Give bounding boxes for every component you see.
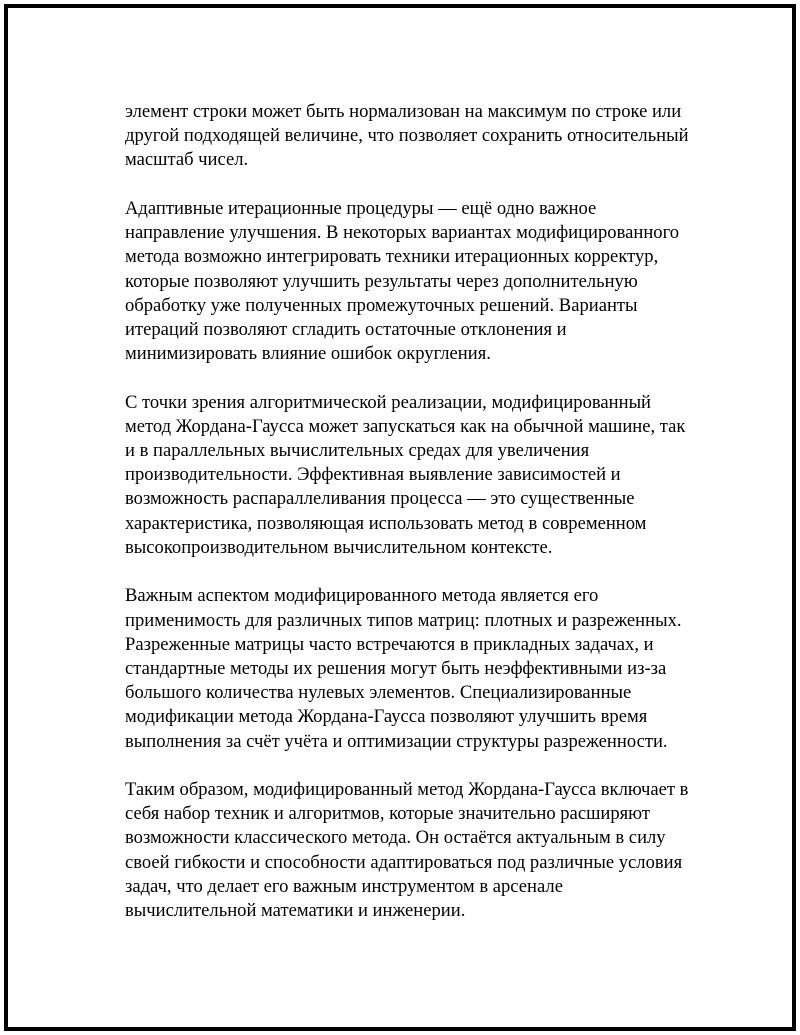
document-body bbox=[125, 100, 705, 948]
paragraph-matrix-types: Важным аспектом модифицированного метода является его применимость для различных типов матриц: плотных и разреженных. Разреженные матрицы часто встречаются в прикладных задачах, и стандартные методы их решения могут быть неэффективными из-за большого количества нулевых элементов. Специализированные модификации метода Жордана-Гаусса позволяют улучшить время выполнения за счёт учёта и оптимизации структуры разреженности. bbox=[125, 585, 682, 752]
paragraph-algorithmic-implementation: С точки зрения алгоритмической реализации, модифицированный метод Жордана-Гаусса может запускаться как на обычной машине, так и в параллельных вычислительных средах для увеличения производительности. Эффективная выявление зависимостей и возможность распараллеливания процесса — это существенные характеристика, позволяющая использовать метод в современном высокопроизводительном вычислительном контексте. bbox=[125, 391, 686, 558]
paragraph-conclusion: Таким образом, модифицированный метод Жордана-Гаусса включает в себя набор техник и алгоритмов, которые значительно расширяют возможности классического метода. Он остаётся актуальным в силу своей гибкости и способности адаптироваться под различные условия задач, что делает его важным инструментом в арсенале вычислительной математики и инженерии. bbox=[125, 779, 689, 922]
paragraph-adaptive-iterations: Адаптивные итерационные процедуры — ещё одно важное направление улучшения. В некоторых вариантах модифицированного метода возможно интегрировать техники итерационных корректур, которые позволяют улучшить результаты через дополнительную обработку уже полученных промежуточных решений. Варианты итераций позволяют сгладить остаточные отклонения и минимизировать влияние ошибок округления. bbox=[125, 197, 680, 365]
page-frame bbox=[4, 4, 796, 1031]
paragraph-normalization: элемент строки может быть нормализован на максимум по строке или другой подходящей величине, что позволяет сохранить относительный масштаб чисел. bbox=[125, 101, 689, 171]
